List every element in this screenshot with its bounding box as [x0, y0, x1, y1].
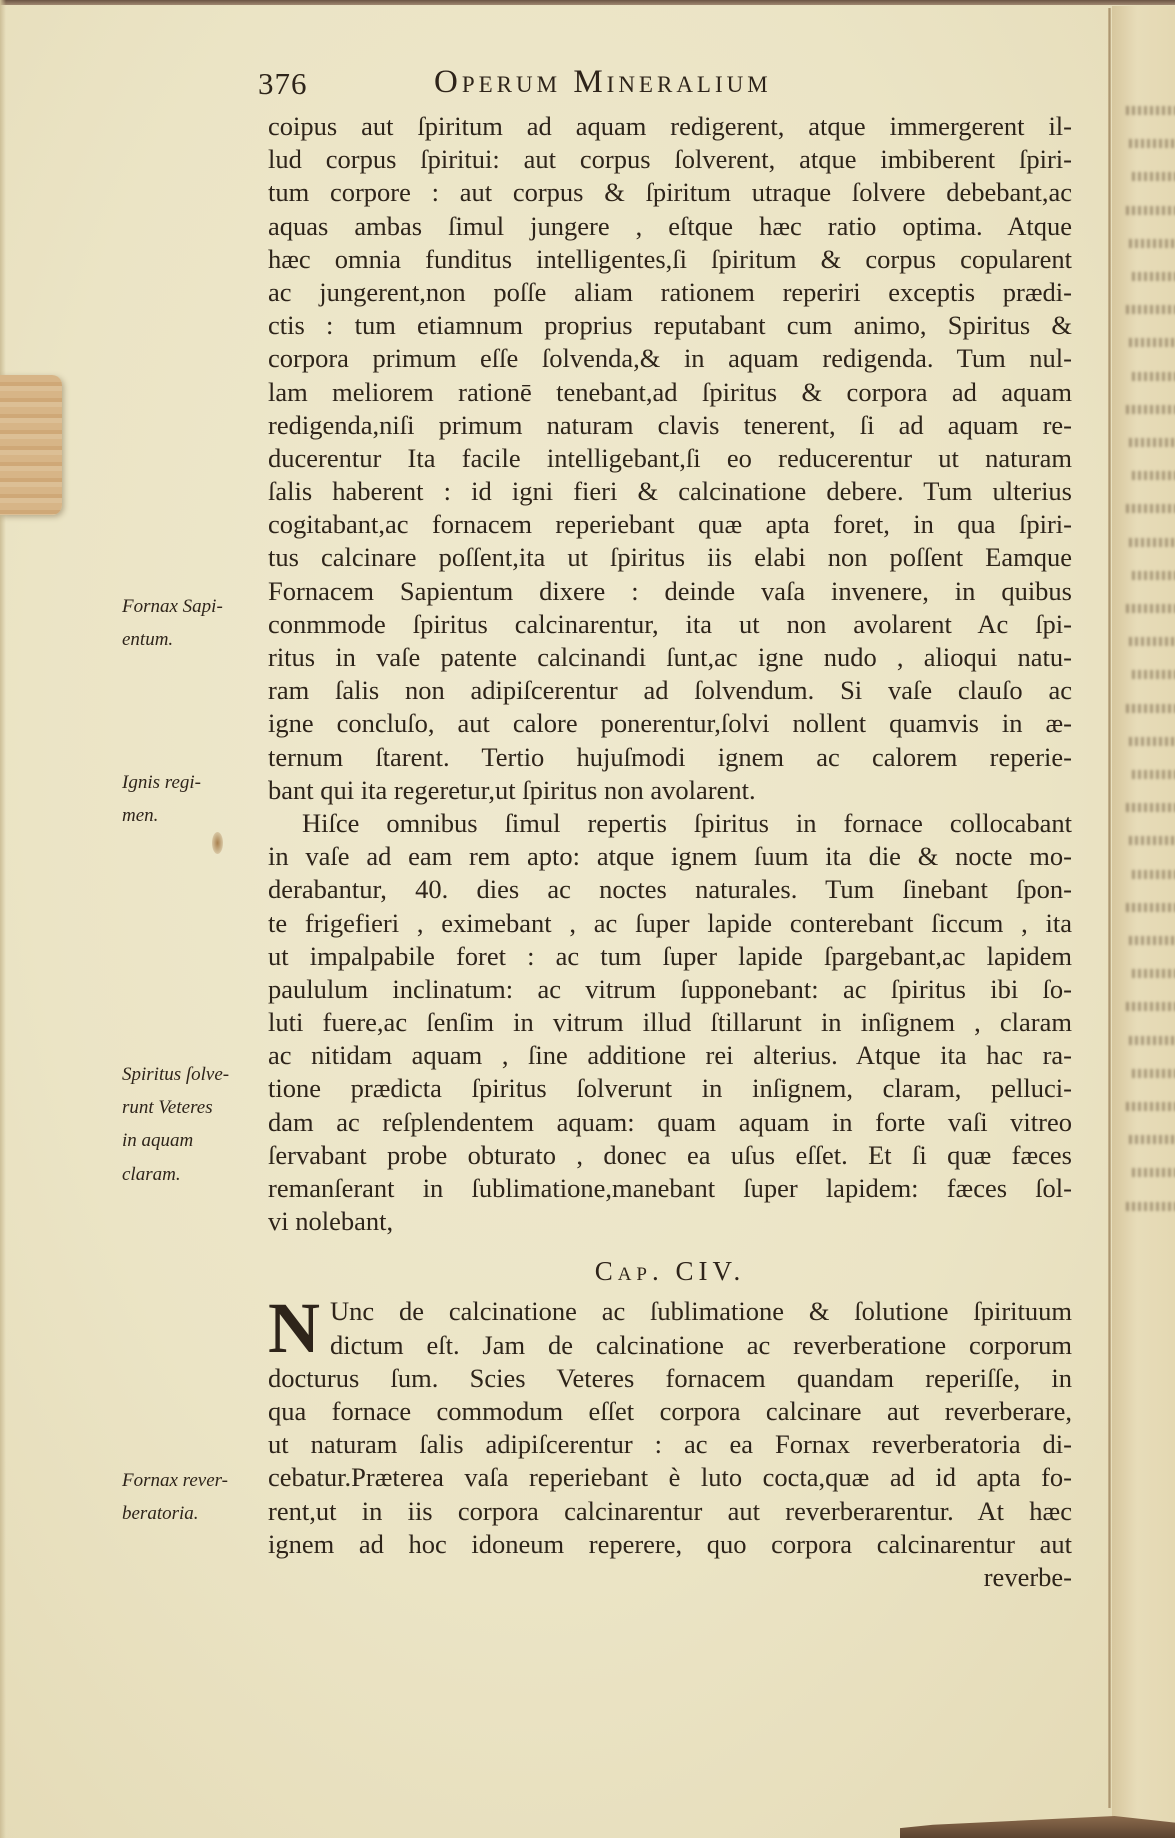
text-line: cogitabant,ac fornacem reperiebant quæ apta foret, in qua ſpiri-	[268, 509, 1072, 540]
facing-page-text-fragment	[1129, 637, 1175, 646]
margin-note-line: runt Veteres	[122, 1097, 213, 1119]
margin-note-line: beratoria.	[122, 1503, 199, 1525]
text-line: corpora primum eſſe ſolvenda,& in aquam redigenda. Tum nul-	[268, 343, 1072, 374]
text-line: cebatur.Præterea vaſa reperiebant è luto cocta,quæ ad id apta fo-	[268, 1462, 1072, 1493]
next-page-edge	[1112, 6, 1175, 1838]
page-number: 376	[258, 66, 308, 101]
facing-page-text-fragment	[1129, 737, 1175, 746]
text-line: docturus ſum. Scies Veteres fornacem quandam reperiſſe, in	[268, 1362, 1072, 1393]
facing-page-text-fragment	[1129, 338, 1175, 347]
facing-page-text-fragment	[1126, 803, 1175, 812]
text-line: ſalis haberent : id igni fieri & calcinatione debere. Tum ulterius	[268, 476, 1072, 507]
text-line: ignem ad hoc idoneum reperere, quo corpora calcinarentur aut	[268, 1528, 1072, 1559]
page-gutter	[1108, 8, 1111, 1808]
text-line: lam meliorem rationē tenebant,ad ſpiritus & corpora ad aquam	[268, 376, 1072, 407]
text-line: ac nitidam aquam , ſine additione rei alterius. Atque ita hac ra-	[268, 1040, 1072, 1071]
text-line: ram ſalis non adipiſcerentur ad ſolvendum. Si vaſe clauſo ac	[268, 675, 1072, 706]
facing-page-text-fragment	[1126, 903, 1175, 912]
facing-page-text-fragment	[1126, 206, 1175, 215]
facing-page-text-fragment	[1126, 704, 1175, 713]
text-line: ac jungerent,non poſſe aliam rationem reperiri exceptis prædi-	[268, 276, 1072, 307]
text-line: aquas ambas ſimul jungere , eſtque hæc ratio optima. Atque	[268, 210, 1072, 241]
margin-note-ignis-regimen	[122, 766, 272, 832]
text-line: ut impalpabile foret : ac tum ſuper lapide ſpargebant,ac lapidem	[268, 940, 1072, 971]
book-cover-edge	[900, 1816, 1175, 1838]
text-line: ritus in vaſe patente calcinandi ſunt,ac igne nudo , alioqui natu-	[268, 642, 1072, 672]
facing-page-text-fragment	[1126, 504, 1175, 513]
facing-page-text-fragment	[1132, 870, 1175, 879]
facing-page-text-fragment	[1132, 571, 1175, 580]
text-line: Unc de calcinatione ac ſublimatione & ſolutione ſpirituum	[330, 1296, 1072, 1327]
facing-page-text-fragment	[1132, 272, 1175, 281]
text-line: ducerentur Ita facile intelligebant,ſi eo reducerentur ut naturam	[268, 442, 1072, 473]
text-line: redigenda,niſi primum naturam clavis tenerent, ſi ad aquam re-	[268, 409, 1072, 440]
facing-page-text-fragment	[1132, 372, 1175, 381]
text-line: te frigefieri , eximebant , ac ſuper lapide conterebant ſiccum , ita	[268, 907, 1072, 938]
text-line: Fornacem Sapientum dixere : deinde vaſa invenere, in quibus	[268, 575, 1072, 606]
chapter-heading: Cap. CIV.	[594, 1256, 746, 1287]
text-line: ſervabant probe obturato , donec ea uſus eſſet. Et ſi quæ fæces	[268, 1139, 1072, 1170]
text-line: hæc omnia funditus intelligentes,ſi ſpiritum & corpus copularent	[268, 243, 1072, 274]
facing-page-text-fragment	[1126, 106, 1175, 115]
text-line: tus calcinare poſſent,ita ut ſpiritus iis elabi non poſſent Eamque	[268, 542, 1072, 573]
facing-page-text-fragment	[1129, 139, 1175, 148]
text-line: ctis : tum etiamnum proprius reputabant cum animo, Spiritus &	[268, 310, 1072, 341]
text-line: bant qui ita regeretur,ut ſpiritus non avolarent.	[268, 774, 756, 805]
margin-note-line: in aquam	[122, 1130, 194, 1152]
text-line: dictum eſt. Jam de calcinatione ac reverberatione corporum	[330, 1329, 1072, 1360]
facing-page-text-fragment	[1129, 239, 1175, 248]
margin-note-line: Ignis regi-	[122, 772, 201, 793]
facing-page-text-fragment	[1129, 438, 1175, 447]
facing-page-text-fragment	[1126, 305, 1175, 314]
facing-page-text-fragment	[1132, 1168, 1175, 1177]
page-top-edge	[0, 0, 1175, 5]
main-text-column	[268, 110, 1072, 1594]
text-line: coipus aut ſpiritum ad aquam redigerent, atque immergerent il-	[268, 111, 1072, 141]
running-head: Operum Mineralium	[434, 64, 772, 100]
facing-page-text-fragment	[1126, 1102, 1175, 1111]
chapter-body	[268, 1288, 1072, 1594]
text-line: in vaſe ad eam rem apto: atque ignem ſuum ita die & nocte mo-	[268, 841, 1072, 872]
text-line: igne concluſo, aut calore ponerentur,ſolvi nollent quamvis in æ-	[268, 708, 1072, 739]
drop-cap: N	[268, 1288, 320, 1369]
text-line: luti fuere,ac ſenſim in vitrum illud ſtillarunt in inſignem , claram	[268, 1007, 1072, 1038]
facing-page-text-fragment	[1126, 1202, 1175, 1211]
margin-note-spiritus-solverunt	[122, 1058, 272, 1191]
margin-note-fornax-reverberatoria	[122, 1464, 272, 1530]
text-line: rent,ut in iis corpora calcinarentur aut reverberarentur. At hæc	[268, 1495, 1072, 1526]
text-line: conmmode ſpiritus calcinarentur, ita ut non avolarent Ac ſpi-	[268, 608, 1072, 639]
facing-page-text-fragment	[1132, 770, 1175, 779]
text-line: tum corpore : aut corpus & ſpiritum utraque ſolvere debebant,ac	[268, 177, 1072, 208]
margin-note-line: Fornax Sapi-	[122, 596, 223, 617]
facing-page-text-fragment	[1129, 836, 1175, 845]
ink-stain	[212, 832, 223, 854]
facing-page-text-fragment	[1132, 1069, 1175, 1078]
text-line: ut naturam ſalis adipiſcerentur : ac ea Fornax reverberatoria di-	[268, 1429, 1072, 1460]
facing-page-text-fragment	[1132, 172, 1175, 181]
margin-note-line: Spiritus ſolve-	[122, 1064, 230, 1085]
margin-note-fornax-sapientum	[122, 590, 272, 656]
facing-page-text-fragment	[1132, 471, 1175, 480]
facing-page-text-fragment	[1129, 538, 1175, 547]
facing-page-text-fragment	[1129, 936, 1175, 945]
text-line: vi nolebant,	[268, 1206, 394, 1237]
text-line: derabantur, 40. dies ac noctes naturales. Tum ſinebant ſpon-	[268, 874, 1072, 905]
text-line: tione prædicta ſpiritus ſolverunt in inſignem, claram, pelluci-	[268, 1073, 1072, 1104]
text-line: ternum ſtarent. Tertio hujuſmodi ignem ac calorem reperie-	[268, 741, 1072, 772]
facing-page-text-fragment	[1132, 969, 1175, 978]
facing-page-text-fragment	[1132, 670, 1175, 679]
text-line: dam ac reſplendentem aquam: quam aquam in forte vaſi vitreo	[268, 1106, 1072, 1137]
margin-note-line: entum.	[122, 629, 174, 651]
page-left-shadow	[0, 0, 6, 1838]
text-line: paululum inclinatum: ac vitrum ſupponebant: ac ſpiritus ibi ſo-	[268, 973, 1072, 1004]
facing-page-text-fragment	[1126, 1002, 1175, 1011]
bookmark-tab	[0, 375, 62, 515]
text-line: qua fornace commodum eſſet corpora calcinare aut reverberare,	[268, 1395, 1072, 1426]
margin-note-line: Fornax rever-	[122, 1470, 229, 1491]
margin-note-line: claram.	[122, 1163, 181, 1185]
facing-page-text-fragment	[1129, 1135, 1175, 1144]
facing-page-text-fragment	[1126, 604, 1175, 613]
text-line: lud corpus ſpiritui: aut corpus ſolverent, atque imbiberent ſpiri-	[268, 144, 1072, 175]
catchword: reverbe-	[983, 1561, 1072, 1592]
paragraph-start-line: Hiſce omnibus ſimul repertis ſpiritus in fornace collocabant	[302, 807, 1072, 838]
margin-note-line: men.	[122, 805, 159, 827]
text-line: remanſerant in ſublimatione,manebant ſuper lapidem: fæces ſol-	[268, 1173, 1072, 1203]
facing-page-text-fragment	[1126, 405, 1175, 414]
facing-page-text-fragment	[1129, 1036, 1175, 1045]
